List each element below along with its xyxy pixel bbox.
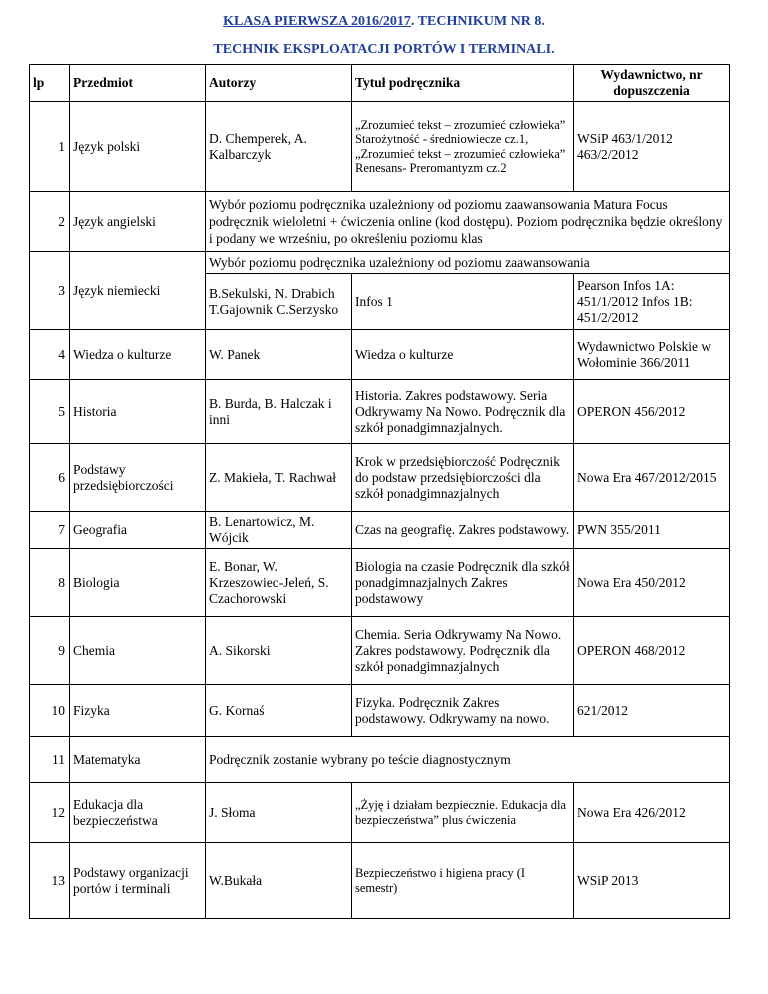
cell-authors: B. Lenartowicz, M. Wójcik [206, 512, 352, 549]
title-class-year: KLASA PIERWSZA 2016/2017 [223, 14, 411, 29]
col-header-authors: Autorzy [206, 65, 352, 102]
cell-authors: J. Słoma [206, 783, 352, 843]
cell-lp: 2 [30, 192, 70, 252]
table-row [30, 102, 730, 192]
cell-subject: Geografia [70, 512, 206, 549]
cell-subject: Język niemiecki [70, 252, 206, 330]
table-row [30, 685, 730, 737]
cell-lp: 6 [30, 444, 70, 512]
cell-publisher: 621/2012 [574, 685, 730, 737]
cell-publisher: Nowa Era 467/2012/2015 [574, 444, 730, 512]
cell-subject: Język polski [70, 102, 206, 192]
table-row [30, 444, 730, 512]
col-header-title: Tytuł podręcznika [352, 65, 574, 102]
col-header-publisher: Wydawnictwo, nr dopuszczenia [574, 65, 730, 102]
cell-authors: B.Sekulski, N. Drabich T.Gajownik C.Serzysko [206, 274, 352, 330]
col-header-subject: Przedmiot [70, 65, 206, 102]
cell-authors: Z. Makieła, T. Rachwał [206, 444, 352, 512]
cell-lp: 1 [30, 102, 70, 192]
table-row [30, 512, 730, 549]
cell-authors: G. Kornaś [206, 685, 352, 737]
cell-publisher: WSiP 2013 [574, 843, 730, 919]
cell-note: Podręcznik zostanie wybrany po teście diagnostycznym [206, 737, 730, 783]
textbook-table [29, 64, 730, 919]
cell-note: Wybór poziomu podręcznika uzależniony od poziomu zaawansowania [206, 252, 730, 274]
cell-title: Bezpieczeństwo i higiena pracy (I semestr) [352, 843, 574, 919]
table-row [30, 330, 730, 380]
cell-title: Historia. Zakres podstawowy. Seria Odkrywamy Na Nowo. Podręcznik dla szkół ponadgimnazjalnych. [352, 380, 574, 444]
table-row [30, 783, 730, 843]
cell-lp: 7 [30, 512, 70, 549]
cell-publisher: OPERON 468/2012 [574, 617, 730, 685]
table-row [30, 192, 730, 252]
cell-note: Wybór poziomu podręcznika uzależniony od poziomu zaawansowania Matura Focus podręcznik wieloletni + ćwiczenia online (kod dostępu). Poziom podręcznika będzie określony i podany we wrześniu, po określeniu poziomu klas [206, 192, 730, 252]
cell-subject: Podstawy przedsiębiorczości [70, 444, 206, 512]
cell-subject: Wiedza o kulturze [70, 330, 206, 380]
cell-title: Chemia. Seria Odkrywamy Na Nowo. Zakres podstawowy. Podręcznik dla szkół ponadgimnazjalnych [352, 617, 574, 685]
table-row [30, 737, 730, 783]
cell-subject: Język angielski [70, 192, 206, 252]
cell-subject: Chemia [70, 617, 206, 685]
cell-lp: 9 [30, 617, 70, 685]
cell-title: Fizyka. Podręcznik Zakres podstawowy. Odkrywamy na nowo. [352, 685, 574, 737]
cell-subject: Biologia [70, 549, 206, 617]
cell-authors: A. Sikorski [206, 617, 352, 685]
cell-authors: E. Bonar, W. Krzeszowiec-Jeleń, S. Czachorowski [206, 549, 352, 617]
cell-authors: W.Bukała [206, 843, 352, 919]
cell-lp: 13 [30, 843, 70, 919]
cell-subject: Fizyka [70, 685, 206, 737]
cell-subject: Edukacja dla bezpieczeństwa [70, 783, 206, 843]
cell-lp: 5 [30, 380, 70, 444]
cell-publisher: Wydawnictwo Polskie w Wołominie 366/2011 [574, 330, 730, 380]
table-header-row [30, 65, 730, 102]
cell-lp: 8 [30, 549, 70, 617]
cell-title: Infos 1 [352, 274, 574, 330]
table-row [30, 843, 730, 919]
cell-lp: 4 [30, 330, 70, 380]
cell-authors: B. Burda, B. Halczak i inni [206, 380, 352, 444]
cell-lp: 11 [30, 737, 70, 783]
table-row [30, 252, 730, 274]
cell-title: Krok w przedsiębiorczość Podręcznik do podstaw przedsiębiorczości dla szkół ponadgimnazjalnych [352, 444, 574, 512]
table-row [30, 617, 730, 685]
cell-authors: W. Panek [206, 330, 352, 380]
cell-title: Wiedza o kulturze [352, 330, 574, 380]
cell-lp: 3 [30, 252, 70, 330]
cell-title: Biologia na czasie Podręcznik dla szkół ponadgimnazjalnych Zakres podstawowy [352, 549, 574, 617]
cell-publisher: Nowa Era 450/2012 [574, 549, 730, 617]
cell-publisher: PWN 355/2011 [574, 512, 730, 549]
cell-subject: Matematyka [70, 737, 206, 783]
table-row [30, 380, 730, 444]
cell-subject: Historia [70, 380, 206, 444]
document-subtitle: TECHNIK EKSPLOATACJI PORTÓW I TERMINALI. [213, 42, 555, 57]
cell-publisher: OPERON 456/2012 [574, 380, 730, 444]
cell-publisher: Nowa Era 426/2012 [574, 783, 730, 843]
col-header-lp: lp [30, 65, 70, 102]
cell-title: Czas na geografię. Zakres podstawowy. [352, 512, 574, 549]
document-title [0, 14, 768, 30]
cell-authors: D. Chemperek, A. Kalbarczyk [206, 102, 352, 192]
cell-lp: 10 [30, 685, 70, 737]
cell-subject: Podstawy organizacji portów i terminali [70, 843, 206, 919]
table-row [30, 549, 730, 617]
cell-title: „Żyję i działam bezpiecznie. Edukacja dla bezpieczeństwa” plus ćwiczenia [352, 783, 574, 843]
title-school: . TECHNIKUM NR 8. [410, 14, 545, 29]
cell-lp: 12 [30, 783, 70, 843]
cell-title: „Zrozumieć tekst – zrozumieć człowieka” Starożytność - średniowiecze cz.1, „Zrozumieć tekst – zrozumieć człowieka” Renesans- Preromantyzm cz.2 [352, 102, 574, 192]
cell-publisher: Pearson Infos 1A: 451/1/2012 Infos 1B: 451/2/2012 [574, 274, 730, 330]
cell-publisher: WSiP 463/1/2012 463/2/2012 [574, 102, 730, 192]
